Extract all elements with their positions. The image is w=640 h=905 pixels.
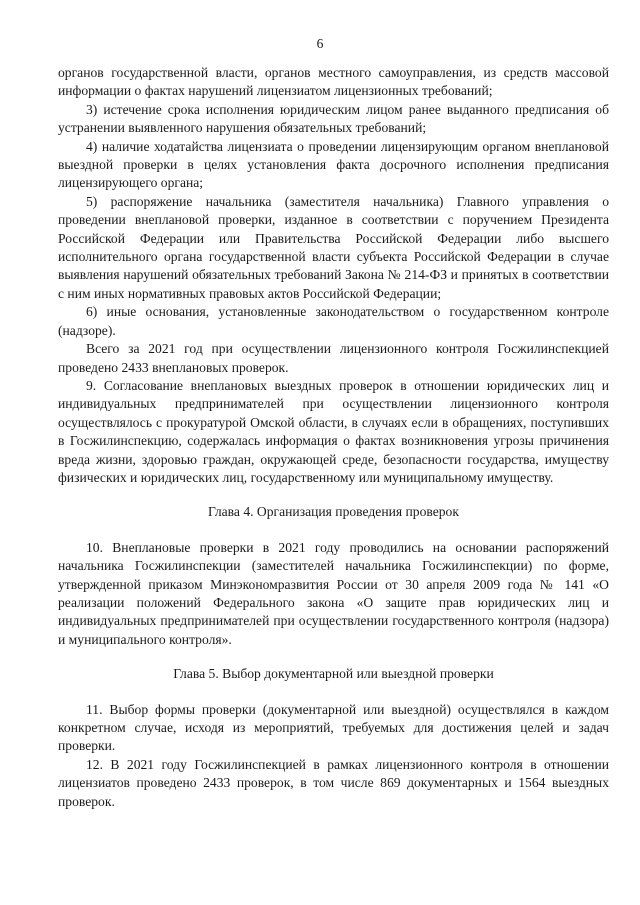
list-item-5: 5) распоряжение начальника (заместителя начальника) Главного управления о проведении внеплановой проверки, изданное в соответствии с поручением Президента Российской Федерации или Правительства Российской Федерации либо высшего исполнительного органа государственной власти субъекта Российской Федерации в случае выявления нарушений обязательных требований Закона № 214-ФЗ и принятых в соответствии с ним иных нормативных правовых актов Российской Федерации; (58, 193, 609, 301)
spacer (58, 522, 609, 539)
chapter-4-heading: Глава 4. Организация проведения проверок (208, 504, 459, 520)
page-number: 6 (316, 36, 324, 51)
paragraph-continuation: органов государственной власти, органов местного самоуправления, из средств массовой информации о фактах нарушений лицензиатом лицензионных требований; (58, 65, 609, 99)
spacer (58, 649, 609, 665)
list-item-4: 4) наличие ходатайства лицензиата о проведении лицензирующим органом внеплановой выездной проверки в целях установления факта досрочного исполнения предписания лицензирующего органа; (58, 138, 609, 191)
chapter-5-heading: Глава 5. Выбор документарной или выездной проверки (173, 666, 494, 682)
spacer (58, 684, 609, 701)
paragraph-total: Всего за 2021 год при осуществлении лицензионного контроля Госжилинспекцией проведено 2433 внеплановых проверок. (58, 341, 609, 375)
paragraph-10: 10. Внеплановые проверки в 2021 году проводились на основании распоряжений начальника Госжилинспекции (заместителей начальника Госжилинспекции) по форме, утвержденной приказом Минэкономразвития России от 30 апреля 2009 года № 141 «О реализации положений Федерального закона «О защите прав юридических лиц и индивидуальных предпринимателей при осуществлении государственного контроля (надзора) и муниципального контроля». (58, 539, 609, 647)
paragraph-11: 11. Выбор формы проверки (документарной или выездной) осуществлялся в каждом конкретном случае, исходя из мероприятий, требуемых для достижения целей и задач проверки. (58, 701, 609, 754)
spacer (58, 487, 609, 503)
paragraph-9: 9. Согласование внеплановых выездных проверок в отношении юридических лиц и индивидуальных предпринимателей при осуществлении лицензионного контроля осуществлялось с прокуратурой Омской области, в случаях если в обращениях, поступивших в Госжилинспекцию, содержалась информация о фактах возникновения угрозы причинения вреда жизни, здоровью граждан, окружающей среде, безопасности государства, имуществу физических и юридических лиц, государственному или муниципальному имуществу. (58, 377, 609, 485)
document-body (58, 64, 609, 811)
list-item-3: 3) истечение срока исполнения юридическим лицом ранее выданного предписания об устранении выявленного нарушения обязательных требований; (58, 101, 609, 136)
list-item-6: 6) иные основания, установленные законодательством о государственном контроле (надзоре). (58, 304, 609, 338)
paragraph-12: 12. В 2021 году Госжилинспекцией в рамках лицензионного контроля в отношении лицензиатов проведено 2433 проверок, в том числе 869 документарных и 1564 выездных проверок. (58, 756, 609, 809)
